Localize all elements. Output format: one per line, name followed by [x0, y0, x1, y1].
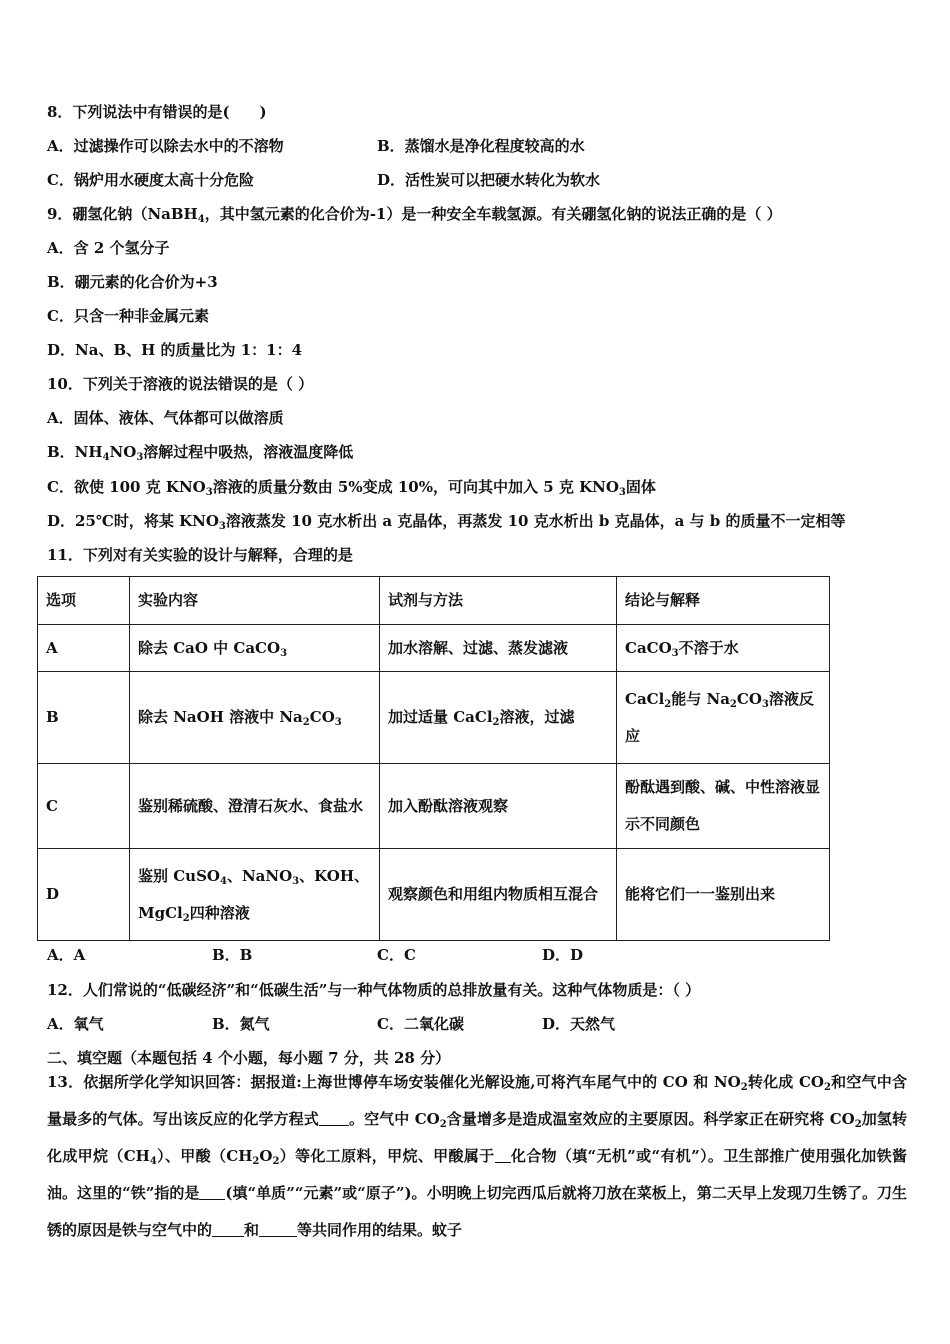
- row-d-content: [130, 849, 380, 941]
- q13-s2: 2: [823, 1082, 831, 1093]
- q10-d-post: 溶液蒸发 10 克水析出 a 克晶体，再蒸发 10 克水析出 b 克晶体，a 与 b 的质量不一定相等: [225, 512, 846, 530]
- q12-option-d: D．天然气: [542, 1015, 616, 1033]
- q10-c-sub1: 3: [205, 487, 213, 498]
- row-d-content-sub1: 4: [219, 875, 227, 887]
- q13-s5: 4: [149, 1156, 157, 1167]
- q10-option-a: A．固体、液体、气体都可以做溶质: [47, 409, 284, 427]
- row-b-content-pre: 除去 NaOH 溶液中 Na: [138, 708, 303, 726]
- row-a-content-pre: 除去 CaO 中 CaCO: [138, 638, 281, 657]
- row-c-option: C: [38, 764, 130, 849]
- row-b-concl-mid1: 能与 Na: [671, 689, 730, 708]
- row-b-concl-pre: CaCl: [625, 689, 665, 708]
- q13-t6: 加氢转化成甲烷（CH: [47, 1110, 907, 1165]
- header-option: 选项: [38, 577, 130, 625]
- q13-t8: O: [259, 1147, 273, 1165]
- row-b-content-mid: CO: [309, 708, 335, 726]
- row-d-content-sub3: 2: [182, 912, 190, 924]
- q11-stem: 11．下列对有关实验的设计与解释，合理的是: [47, 546, 353, 564]
- header-content: 实验内容: [130, 577, 380, 625]
- row-b-concl-sub1: 2: [664, 698, 672, 710]
- blank-rust-factor-1[interactable]: [212, 1220, 244, 1237]
- blank-compound-type[interactable]: [495, 1146, 511, 1163]
- row-b-concl-post: 溶液反应: [625, 689, 814, 745]
- row-d-content-post: 四种溶液: [189, 903, 250, 922]
- q10-option-d: [47, 511, 846, 531]
- row-b-content-sub1: 2: [302, 717, 310, 728]
- q13-paragraph: [47, 1064, 907, 1249]
- q9-stem-post: ，其中氢元素的化合价为-1）是一种安全车载氢源。有关硼氢化钠的说法正确的是（ ）: [204, 205, 782, 223]
- q13-t10: 化合物（填“无机”或“有机”）。卫生部推广使用强化加铁酱油。这里的“铁”指的是: [47, 1147, 907, 1202]
- q10-option-b: [47, 442, 353, 462]
- row-b-option: B: [38, 672, 130, 764]
- header-conclusion: 结论与解释: [617, 577, 830, 625]
- q13-t12: 和: [244, 1221, 260, 1239]
- q12-option-c: C．二氧化碳: [377, 1015, 464, 1033]
- q9-stem-pre: 9．硼氢化钠（NaBH: [47, 205, 198, 223]
- q10-d-pre: D．25℃时，将某 KNO: [47, 512, 219, 530]
- row-a-concl-post: 不溶于水: [678, 638, 739, 657]
- q10-option-c: [47, 477, 656, 497]
- q10-b-mid: NO: [109, 443, 137, 461]
- table-row: [38, 672, 830, 764]
- row-b-method-sub: 2: [492, 717, 500, 728]
- row-b-concl-sub2: 2: [729, 698, 737, 710]
- q9-option-c: C．只含一种非金属元素: [47, 307, 209, 325]
- row-b-content-sub2: 3: [334, 717, 342, 728]
- q11-option-c: C．C: [377, 946, 416, 964]
- q10-stem: 10．下列关于溶液的说法错误的是（ ）: [47, 375, 314, 393]
- q10-c-post: 固体: [625, 478, 656, 496]
- q13-s1: 2: [740, 1082, 748, 1093]
- row-a-content-sub: 3: [280, 647, 288, 659]
- q10-b-pre: B．NH: [47, 443, 103, 461]
- row-d-content-pre: 鉴别 CuSO: [138, 866, 220, 885]
- row-a-option: A: [38, 625, 130, 672]
- section-title: 二、填空题（本题包括 4 个小题，每小题 7 分，共 28 分）: [47, 1049, 451, 1067]
- q8-option-a: A．过滤操作可以除去水中的不溶物: [47, 137, 284, 155]
- q10-d-sub: 3: [218, 521, 226, 532]
- q8-option-b: B．蒸馏水是净化程度较高的水: [377, 137, 585, 155]
- row-a-concl-pre: CaCO: [625, 638, 672, 657]
- row-d-content-mid2: 、KOH、MgCl: [138, 866, 369, 922]
- row-d-conclusion: 能将它们一一鉴别出来: [617, 849, 830, 941]
- row-a-content: [130, 625, 380, 672]
- row-b-method-post: 溶液，过滤: [499, 708, 575, 726]
- q8-stem: 8．下列说法中有错误的是( ): [47, 103, 267, 121]
- row-b-method: [380, 672, 617, 764]
- q13-t11: (填“单质”“元素”或“原子”)。小明晚上切完西瓜后就将刀放在菜板上，第二天早上发现刀生锈了。刀生锈的原因是铁与空气中的: [47, 1184, 907, 1239]
- q13-s3: 2: [439, 1119, 447, 1130]
- row-d-option: D: [38, 849, 130, 941]
- row-b-concl-mid2: CO: [736, 689, 762, 708]
- q13-t4: 。空气中 CO: [348, 1110, 440, 1128]
- q10-c-pre: C．欲使 100 克 KNO: [47, 478, 206, 496]
- row-b-conclusion: [617, 672, 830, 764]
- q8-option-d: D．活性炭可以把硬水转化为软水: [377, 171, 601, 189]
- q13-t7: ）、甲酸（CH: [156, 1147, 253, 1165]
- q9-stem: [47, 204, 782, 224]
- table-row: [38, 849, 830, 941]
- blank-iron-meaning[interactable]: [199, 1183, 225, 1200]
- q13-s4: 2: [854, 1119, 862, 1130]
- q13-s7: 2: [272, 1156, 280, 1167]
- header-method: 试剂与方法: [380, 577, 617, 625]
- row-b-content: [130, 672, 380, 764]
- q9-option-d: D．Na、B、H 的质量比为 1：1：4: [47, 341, 303, 359]
- blank-equation[interactable]: [319, 1109, 349, 1126]
- table-row: [38, 625, 830, 672]
- q12-option-b: B．氮气: [212, 1015, 270, 1033]
- q10-c-sub2: 3: [618, 487, 626, 498]
- q10-b-post: 溶解过程中吸热，溶液温度降低: [143, 443, 354, 461]
- row-b-concl-sub3: 3: [761, 698, 769, 710]
- q9-stem-sub: 4: [197, 214, 205, 225]
- q10-b-sub2: 3: [136, 452, 144, 463]
- q13-t1: 13．依据所学化学知识回答：据报道:上海世博停车场安装催化光解设施,可将汽车尾气中的 CO 和 NO: [47, 1073, 741, 1091]
- q9-option-b: B．硼元素的化合价为+3: [47, 273, 218, 291]
- row-d-method: 观察颜色和用组内物质相互混合: [380, 849, 617, 941]
- q11-option-d: D．D: [542, 946, 584, 964]
- row-b-method-pre: 加过适量 CaCl: [388, 708, 493, 726]
- table-row: [38, 764, 830, 849]
- row-a-concl-sub: 3: [671, 647, 679, 659]
- blank-rust-factor-2[interactable]: [259, 1220, 297, 1237]
- q11-table: [37, 576, 830, 941]
- q12-stem: 12．人们常说的“低碳经济”和“低碳生活”与一种气体物质的总排放量有关。这种气体物质是：（ ）: [47, 981, 701, 999]
- row-a-method: 加水溶解、过滤、蒸发滤液: [380, 625, 617, 672]
- q11-option-b: B．B: [212, 946, 253, 964]
- row-c-conclusion: 酚酞遇到酸、碱、中性溶液显示不同颜色: [617, 764, 830, 849]
- q13-t3: 和空气中含量最多的气体。写出该反应的化学方程式: [47, 1073, 907, 1128]
- q12-option-a: A．氧气: [47, 1015, 104, 1033]
- table-header-row: [38, 577, 830, 625]
- q8-option-c: C．锅炉用水硬度太高十分危险: [47, 171, 254, 189]
- q10-b-sub1: 4: [102, 452, 110, 463]
- row-d-content-sub2: 3: [292, 875, 300, 887]
- q9-option-a: A．含 2 个氢分子: [47, 239, 170, 257]
- q13-t13: 等共同作用的结果。蚊子: [297, 1221, 463, 1239]
- row-c-content: 鉴别稀硫酸、澄清石灰水、食盐水: [130, 764, 380, 849]
- q13-s6: 2: [252, 1156, 260, 1167]
- q13-t5: 含量增多是造成温室效应的主要原因。科学家正在研究将 CO: [446, 1110, 855, 1128]
- q10-c-mid: 溶液的质量分数由 5%变成 10%，可向其中加入 5 克 KNO: [212, 478, 619, 496]
- q13-t9: ）等化工原料，甲烷、甲酸属于: [279, 1147, 495, 1165]
- q13-t2: 转化成 CO: [747, 1073, 824, 1091]
- row-d-content-mid1: 、NaNO: [226, 866, 293, 885]
- q11-option-a: A．A: [47, 946, 86, 964]
- row-a-conclusion: [617, 625, 830, 672]
- row-c-method: 加入酚酞溶液观察: [380, 764, 617, 849]
